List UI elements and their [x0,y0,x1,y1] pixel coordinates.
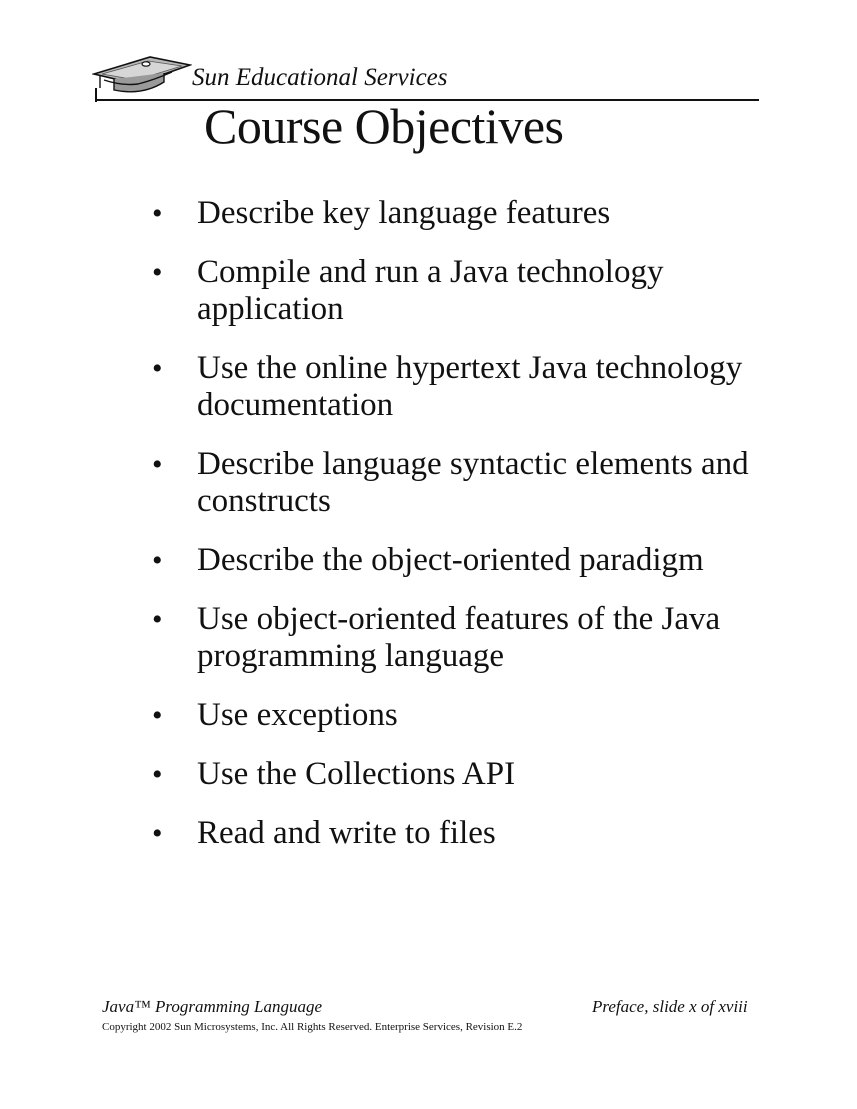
objective-item [150,756,790,793]
bullet-icon: • [152,256,163,289]
objective-text: Describe language syntactic elements and constructs [197,446,749,519]
bullet-icon: • [152,197,163,230]
objective-item [150,542,790,579]
bullet-icon: • [152,699,163,732]
objective-text: Use object-oriented features of the Java programming language [197,601,721,674]
objective-text: Use the online hypertext Java technology documentation [197,350,743,423]
objective-text: Read and write to files [197,815,496,851]
footer-course-name: Java™ Programming Language [102,997,323,1016]
bullet-icon: • [152,758,163,791]
page-title: Course Objectives [204,98,564,154]
objective-text: Use exceptions [197,697,398,733]
objective-text: Describe the object-oriented paradigm [197,542,704,578]
graduation-cap-icon [92,52,192,102]
bullet-icon: • [152,352,163,385]
objective-item [150,697,790,734]
bullet-icon: • [152,448,163,481]
objectives-list [150,195,790,874]
objective-text: Describe key language features [197,195,611,231]
objective-item [150,195,790,232]
objective-item [150,601,790,675]
footer-slide-info: Preface, slide x of xviii [592,997,748,1016]
objective-item [150,350,790,424]
objective-item [150,815,790,852]
org-name: Sun Educational Services [192,64,448,91]
objective-text: Compile and run a Java technology application [197,254,664,327]
objective-text: Use the Collections API [197,756,516,792]
bullet-icon: • [152,817,163,850]
footer-copyright: Copyright 2002 Sun Microsystems, Inc. All Rights Reserved. Enterprise Services, Revision E.2 [102,1021,523,1033]
bullet-icon: • [152,603,163,636]
objective-item [150,254,790,328]
bullet-icon: • [152,544,163,577]
objective-item [150,446,790,520]
